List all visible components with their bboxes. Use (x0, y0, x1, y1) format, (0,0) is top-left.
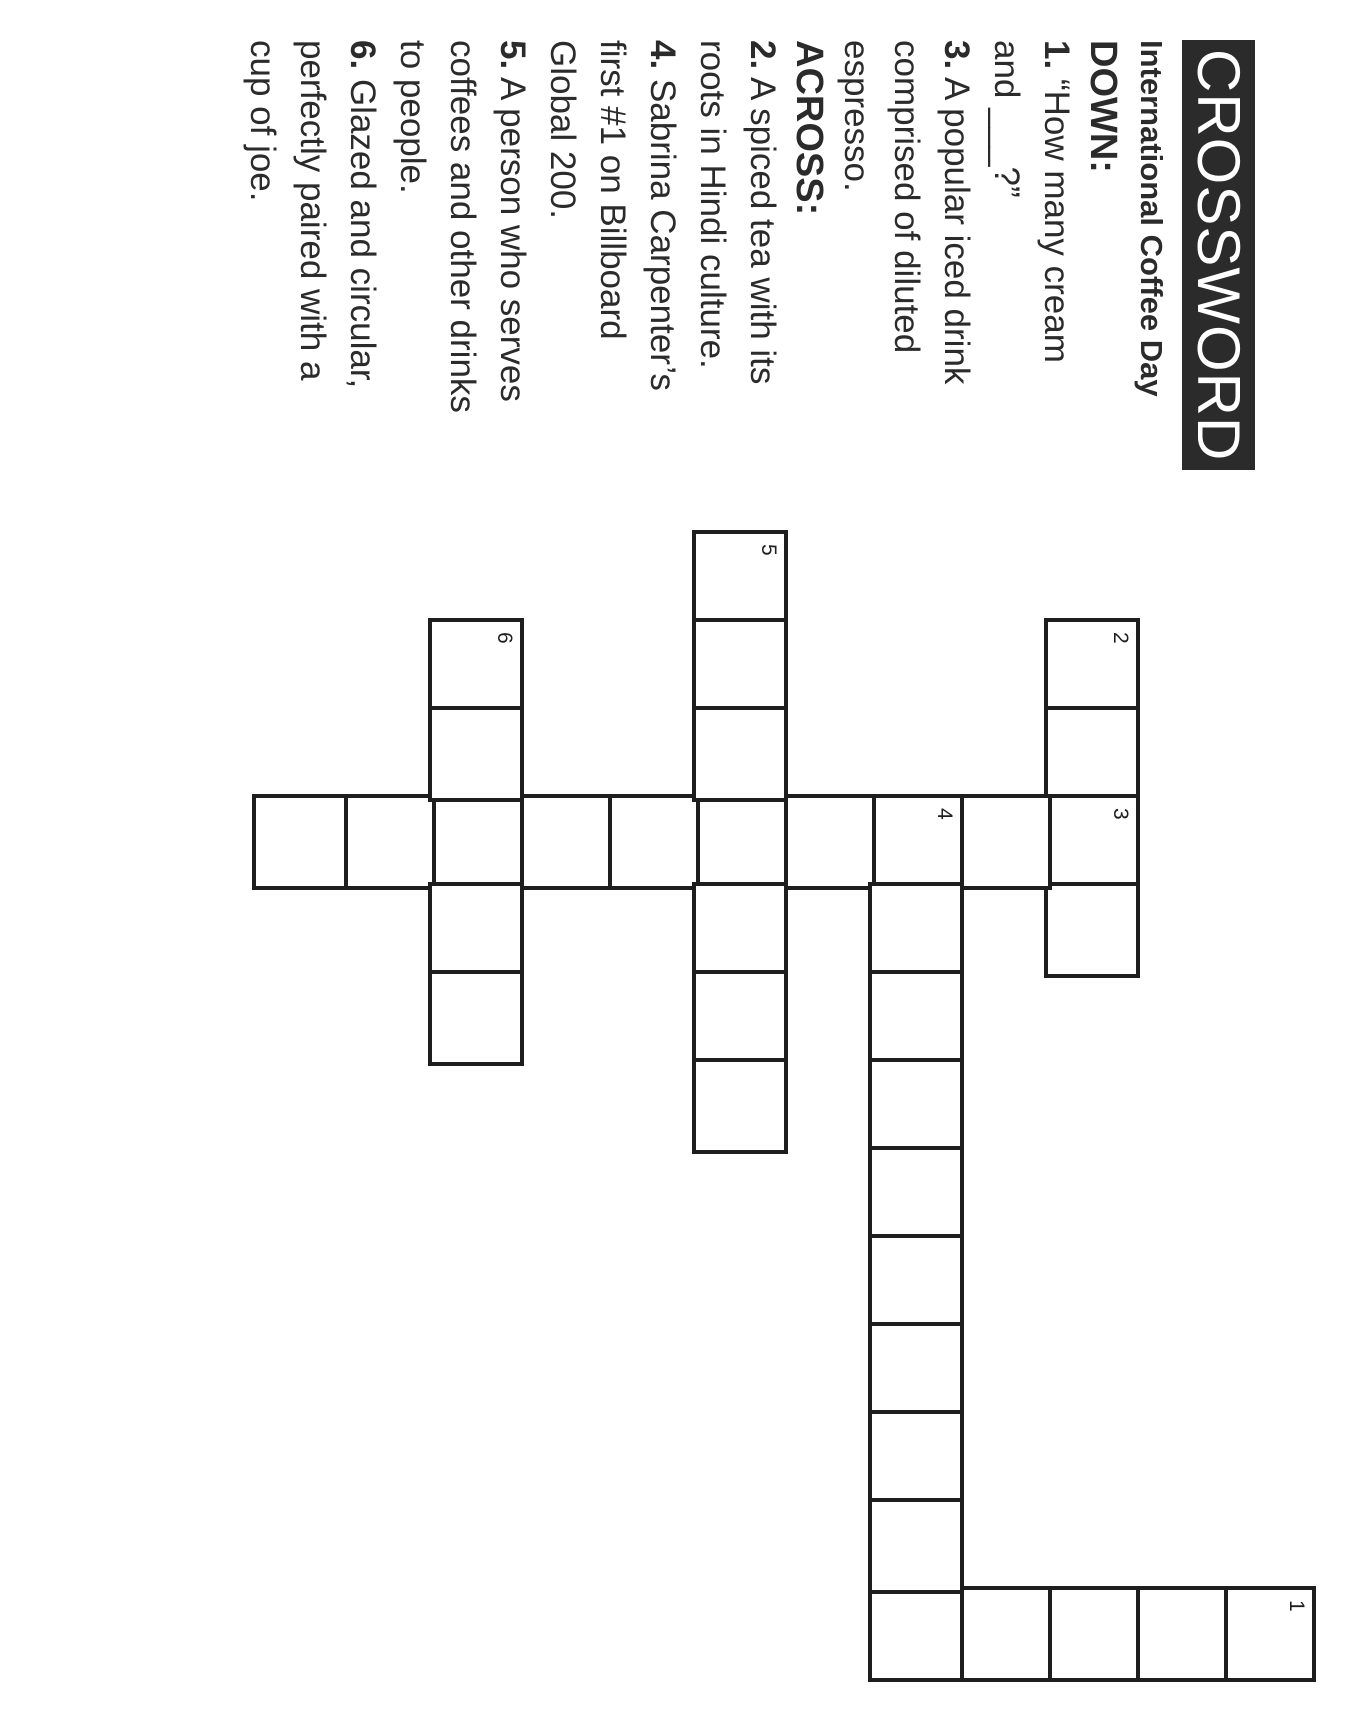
grid-cell[interactable] (1044, 706, 1140, 802)
grid-cell[interactable] (692, 1058, 788, 1154)
clue-number: 6. (343, 40, 382, 70)
grid-cell[interactable] (692, 618, 788, 714)
grid-cell[interactable] (428, 794, 524, 890)
grid-cell[interactable] (868, 1586, 964, 1682)
grid-cell[interactable] (868, 1058, 964, 1154)
grid-cell[interactable] (1044, 1586, 1140, 1682)
grid-cell[interactable] (1044, 794, 1140, 890)
grid-cell[interactable] (516, 794, 612, 890)
clue-number: 5. (493, 40, 532, 70)
grid-cell[interactable] (692, 530, 788, 626)
cell-number: 5 (757, 544, 780, 556)
grid-cell[interactable] (868, 1498, 964, 1594)
clue-text: “How many cream and ___?” (987, 40, 1076, 363)
grid-cell[interactable] (428, 618, 524, 714)
cell-number: 2 (1109, 632, 1132, 644)
subtitle: International Coffee Day (1134, 40, 1169, 397)
grid-cell[interactable] (868, 882, 964, 978)
across-heading: ACROSS: (788, 40, 830, 216)
clue-text: A person who serves coffees and other drinks to people. (393, 40, 532, 413)
grid-cell[interactable] (868, 794, 964, 890)
grid-cell[interactable] (692, 794, 788, 890)
cell-number: 1 (1285, 1600, 1308, 1612)
grid-cell[interactable] (340, 794, 436, 890)
clue-number: 4. (643, 40, 682, 70)
grid-cell[interactable] (1044, 882, 1140, 978)
grid-cell[interactable] (428, 970, 524, 1066)
clue-text: A popular iced drink comprised of diluted espresso. (837, 40, 976, 385)
grid-cell[interactable] (780, 794, 876, 890)
grid-cell[interactable] (868, 1146, 964, 1242)
clue-number: 2. (743, 40, 782, 70)
grid-cell[interactable] (1220, 1586, 1316, 1682)
grid-cell[interactable] (868, 970, 964, 1066)
grid-cell[interactable] (692, 882, 788, 978)
grid-cell[interactable] (428, 882, 524, 978)
cell-number: 3 (1109, 808, 1132, 820)
grid-cell[interactable] (868, 1234, 964, 1330)
clue-text: Glazed and circular, perfectly paired with a cup of joe. (243, 40, 382, 389)
clue-text: Sabrina Carpenter’s first #1 on Billboard Global 200. (543, 40, 682, 391)
grid-cell[interactable] (868, 1322, 964, 1418)
grid-cell[interactable] (868, 1410, 964, 1506)
grid-cell[interactable] (252, 794, 348, 890)
grid-cell[interactable] (1132, 1586, 1228, 1682)
grid-cell[interactable] (1044, 618, 1140, 714)
clue-number: 1. (1037, 40, 1076, 70)
grid-cell[interactable] (956, 1586, 1052, 1682)
clue-number: 3. (937, 40, 976, 70)
page-title: CROSSWORD (1182, 40, 1255, 470)
grid-cell[interactable] (604, 794, 700, 890)
grid-cell[interactable] (428, 706, 524, 802)
cell-number: 4 (933, 808, 956, 820)
cell-number: 6 (493, 632, 516, 644)
grid-cell[interactable] (692, 970, 788, 1066)
grid-cell[interactable] (956, 794, 1052, 890)
grid-cell[interactable] (692, 706, 788, 802)
down-heading: DOWN: (1082, 40, 1124, 173)
clue-text: A spiced tea with its roots in Hindi culture. (693, 40, 782, 385)
